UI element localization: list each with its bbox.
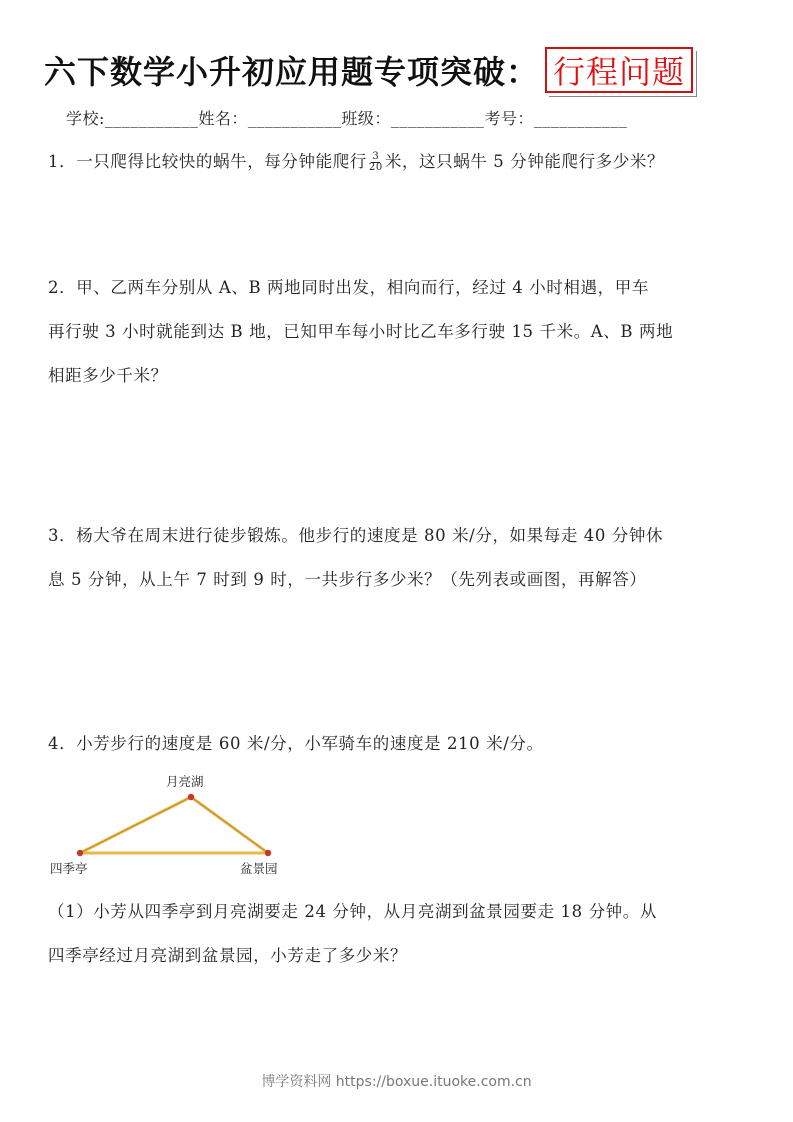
page-title: 六下数学小升初应用题专项突破：	[44, 53, 540, 91]
label-bonsai-garden: 盆景园	[240, 861, 278, 876]
topic-label: 行程问题	[553, 53, 686, 91]
route-triangle-inner	[80, 797, 268, 853]
footer-watermark: 博学资料网 https://boxue.ituoke.com.cn	[261, 1074, 532, 1090]
question-2	[48, 266, 748, 398]
point-bonsai-garden	[265, 850, 271, 856]
fraction-numerator: 3	[372, 151, 380, 162]
question-1	[48, 140, 748, 184]
fraction	[369, 152, 383, 173]
question-4-part-1-line-1: （1）小芳从四季亭到月亮湖要走 24 分钟，从月亮湖到盆景园要走 18 分钟。从	[48, 902, 657, 921]
label-moon-lake: 月亮湖	[166, 774, 204, 789]
question-4-intro: 4．小芳步行的速度是 60 米/分，小军骑车的速度是 210 米/分。	[48, 734, 544, 753]
question-2-line-2: 再行驶 3 小时就能到达 B 地，已知甲车每小时比乙车多行驶 15 千米。A、B 两地	[48, 322, 674, 341]
question-4-part-1-line-2: 四季亭经过月亮湖到盆景园，小芳走了多少米？	[48, 946, 408, 965]
student-info-line: 学校:___________姓名：___________班级：___________考号：___________	[66, 109, 628, 128]
fraction-denominator: 20	[368, 162, 383, 173]
question-1-text-before: 1．一只爬得比较快的蜗牛，每分钟能爬行	[48, 152, 367, 171]
question-1-text-after: 米，这只蜗牛 5 分钟能爬行多少米？	[384, 152, 665, 171]
question-2-line-3: 相距多少千米？	[48, 366, 168, 385]
question-3	[48, 514, 748, 602]
label-four-seasons-pavilion: 四季亭	[50, 861, 88, 876]
point-four-seasons-pavilion	[77, 850, 83, 856]
route-diagram	[48, 770, 308, 880]
question-2-line-1: 2．甲、乙两车分别从 A、B 两地同时出发，相向而行，经过 4 小时相遇，甲车	[48, 278, 649, 297]
question-3-line-1: 3．杨大爷在周末进行徒步锻炼。他步行的速度是 80 米/分，如果每走 40 分钟休	[48, 526, 664, 545]
topic-box	[545, 47, 693, 93]
question-3-line-2: 息 5 分钟，从上午 7 时到 9 时，一共步行多少米？（先列表或画图，再解答）	[48, 570, 647, 589]
title-row	[44, 46, 693, 94]
question-4-part-1	[48, 890, 748, 978]
point-moon-lake	[188, 794, 194, 800]
